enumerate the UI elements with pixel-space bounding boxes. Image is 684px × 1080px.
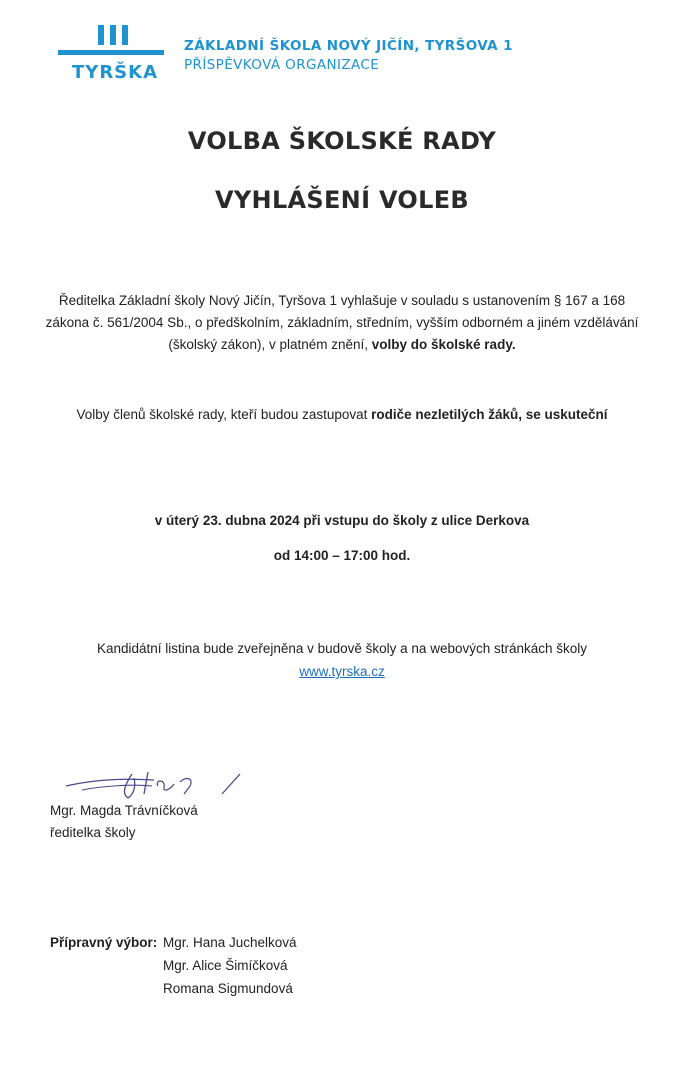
page-title: VOLBA ŠKOLSKÉ RADY — [187, 127, 497, 155]
logo-bars-icon — [98, 25, 130, 45]
org-header — [184, 37, 513, 75]
committee-label: Přípravný výbor: — [50, 935, 158, 950]
logo-text: TYRŠKA — [72, 62, 159, 83]
org-type: PŘÍSPĚVKOVÁ ORGANIZACE — [184, 57, 380, 73]
org-name: ZÁKLADNÍ ŠKOLA NOVÝ JIČÍN, TYRŠOVA 1 — [184, 38, 513, 54]
page-subtitle: VYHLÁŠENÍ VOLEB — [215, 186, 469, 214]
candidates-text: Kandidátní listina bude zveřejněna v budově školy a na webových stránkách školy — [96, 641, 588, 656]
members-text: Volby členů školské rady, kteří budou zastupovat — [76, 407, 372, 422]
intro-paragraph — [40, 290, 644, 356]
election-date: v úterý 23. dubna 2024 při vstupu do školy z ulice Derkova — [154, 513, 530, 528]
website-line — [40, 661, 644, 683]
members-paragraph — [40, 404, 644, 426]
website-link[interactable]: www.tyrska.cz — [299, 664, 385, 679]
intro-text: Ředitelka Základní školy Nový Jičín, Tyršova 1 vyhlašuje v souladu s ustanovením § 167 a 168 zákona č. 561/2004 Sb., o předškolním, základním, středním, vyšším odborném a jiném vzdělávání (školský zákon), v platném znění, — [45, 293, 639, 352]
signatory — [50, 800, 198, 844]
committee-member: Mgr. Alice Šimíčková — [163, 958, 288, 973]
logo-underline — [58, 50, 164, 55]
members-bold: rodiče nezletilých žáků, se uskuteční — [371, 407, 608, 422]
intro-bold: volby do školské rady. — [371, 337, 516, 352]
election-time: od 14:00 – 17:00 hod. — [273, 548, 411, 563]
signatory-role: ředitelka školy — [50, 825, 136, 840]
school-logo — [58, 22, 170, 84]
handwritten-signature — [62, 764, 262, 804]
committee-member: Romana Sigmundová — [163, 981, 293, 996]
signatory-name: Mgr. Magda Trávníčková — [50, 803, 198, 818]
committee-member: Mgr. Hana Juchelková — [163, 935, 297, 950]
committee-members — [163, 931, 297, 1000]
